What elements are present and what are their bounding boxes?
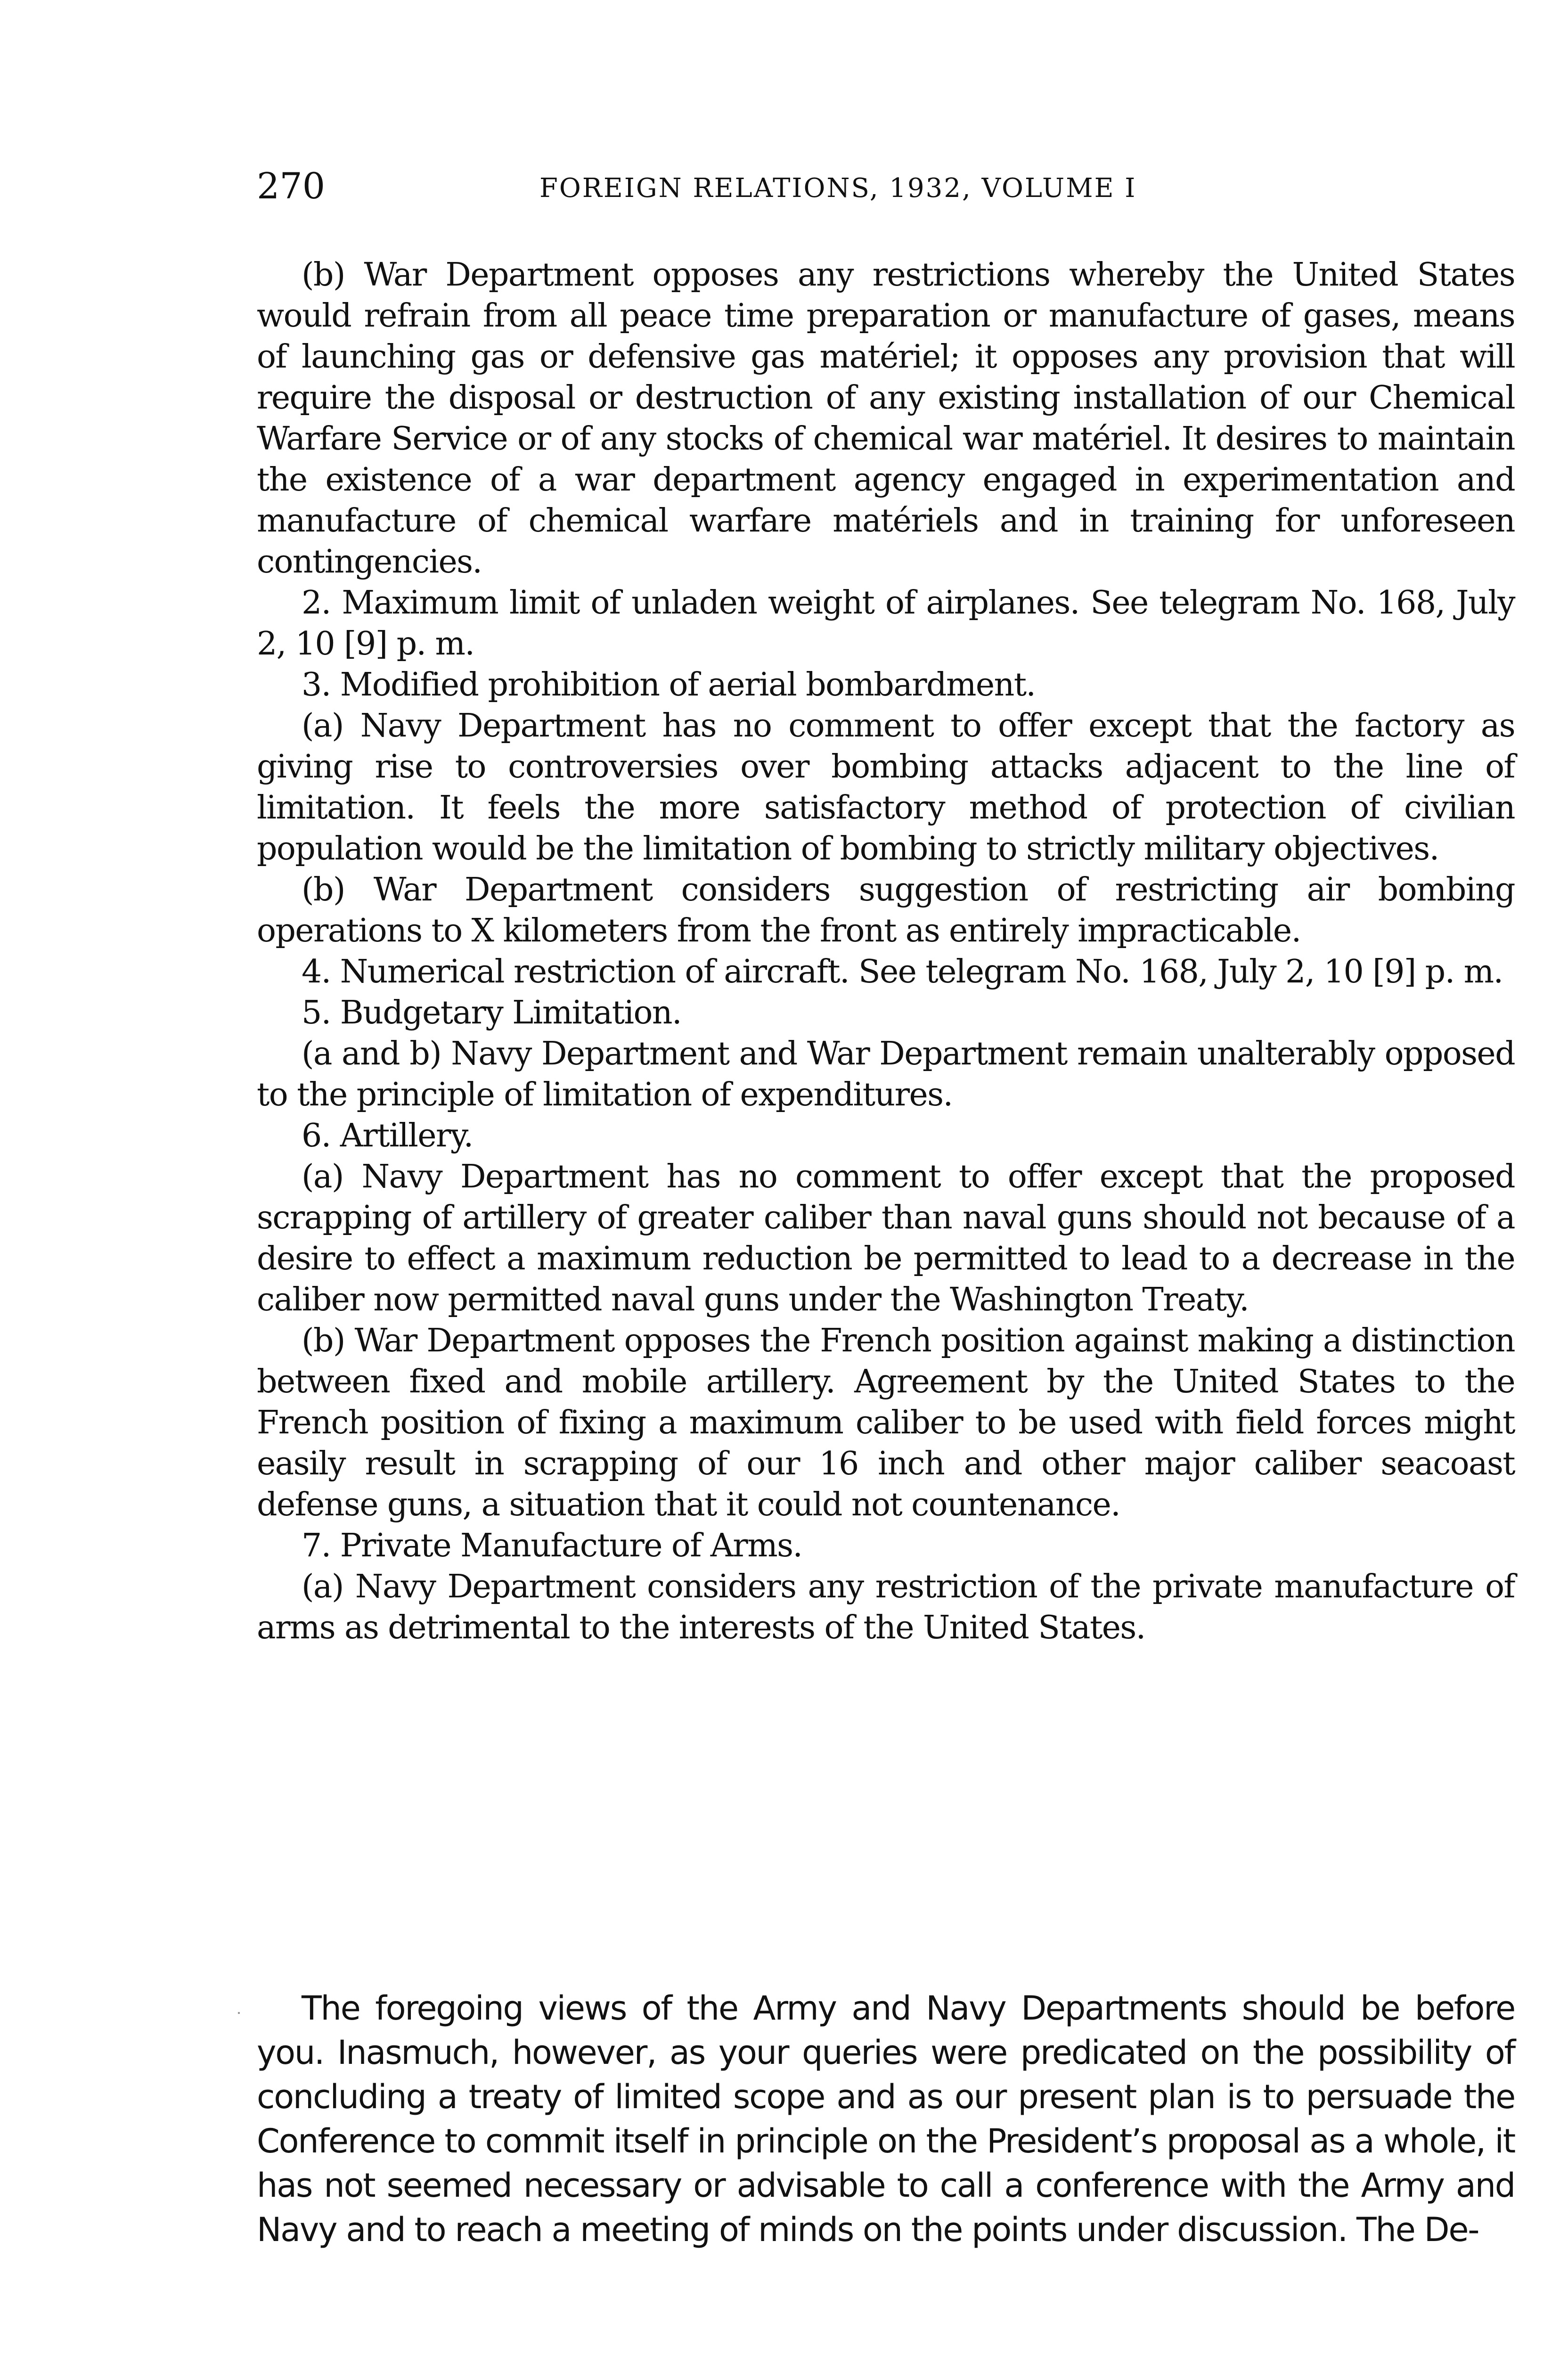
page-number: 270: [257, 165, 326, 207]
paragraph-item-5: 5. Budgetary Limitation.: [302, 994, 681, 1031]
paragraph-item-3: 3. Modified prohibition of aerial bombardment.: [302, 666, 1036, 704]
paragraph-item-4: 4. Numerical restriction of aircraft. See telegram No. 168, July 2, 10 [9] p. m.: [302, 953, 1503, 990]
paragraph-item-3a: (a) Navy Department has no comment to offer except that the factory as giving rise to controversies over bombing attacks adjacent to the line of limitation. It feels the more satisfactory method of protection of civilian population would be the limitation of bombing to strictly military objectives.: [257, 707, 1515, 867]
paragraph-item-3b: (b) War Department considers suggestion of restricting air bombing operations to X kilometers from the front as entirely impracticable.: [257, 871, 1515, 949]
paragraph-item-7: 7. Private Manufacture of Arms.: [302, 1527, 802, 1564]
paragraph-item-7a: (a) Navy Department considers any restriction of the private manufacture of arms as detrimental to the interests of the United States.: [257, 1568, 1515, 1646]
quoted-telegram-body: [257, 254, 1515, 1648]
closing-paragraph: The foregoing views of the Army and Navy Departments should be before you. Inasmuch, however, as your queries were predicated on the possibility of concluding a treaty of limited scope and as our present plan is to persuade the Conference to commit itself in principle on the President’s proposal as a whole, it has not seemed necessary or advisable to call a conference with the Army and Navy and to reach a meeting of minds on the points under discussion. The De-: [257, 1989, 1515, 2249]
paragraph-item-6: 6. Artillery.: [302, 1117, 473, 1154]
paragraph-chemical-warfare-war-dept: (b) War Department opposes any restrictions whereby the United States would refrain from all peace time preparation or manufacture of gases, means of launching gas or defensive gas matériel; it opposes any provision that will require the disposal or destruction of any existing installation of our Chemical Warfare Service or of any stocks of chemical war matériel. It desires to maintain the existence of a war department agency engaged in experimentation and manufacture of chemical warfare matériels and in training for unforeseen contingencies.: [257, 256, 1515, 581]
paragraph-item-6a: (a) Navy Department has no comment to offer except that the proposed scrapping of artillery of greater caliber than naval guns should not because of a desire to effect a maximum reduction be permitted to lead to a decrease in the caliber now permitted naval guns under the Washington Treaty.: [257, 1158, 1515, 1318]
closing-section: [257, 1986, 1515, 2252]
running-title: FOREIGN RELATIONS, 1932, VOLUME I: [539, 173, 1137, 204]
paragraph-item-6b: (b) War Department opposes the French position against making a distinction between fixed and mobile artillery. Agreement by the United States to the French position of fixing a maximum caliber to be used with field forces might easily result in scrapping of our 16 inch and other major caliber seacoast defense guns, a situation that it could not countenance.: [257, 1322, 1515, 1523]
margin-mark: [238, 2012, 240, 2014]
paragraph-item-5ab: (a and b) Navy Department and War Department remain unalterably opposed to the principle of limitation of expenditures.: [257, 1035, 1515, 1113]
page-header: [257, 163, 1515, 214]
paragraph-item-2: 2. Maximum limit of unladen weight of airplanes. See telegram No. 168, July 2, 10 [9] p. m.: [257, 584, 1515, 663]
